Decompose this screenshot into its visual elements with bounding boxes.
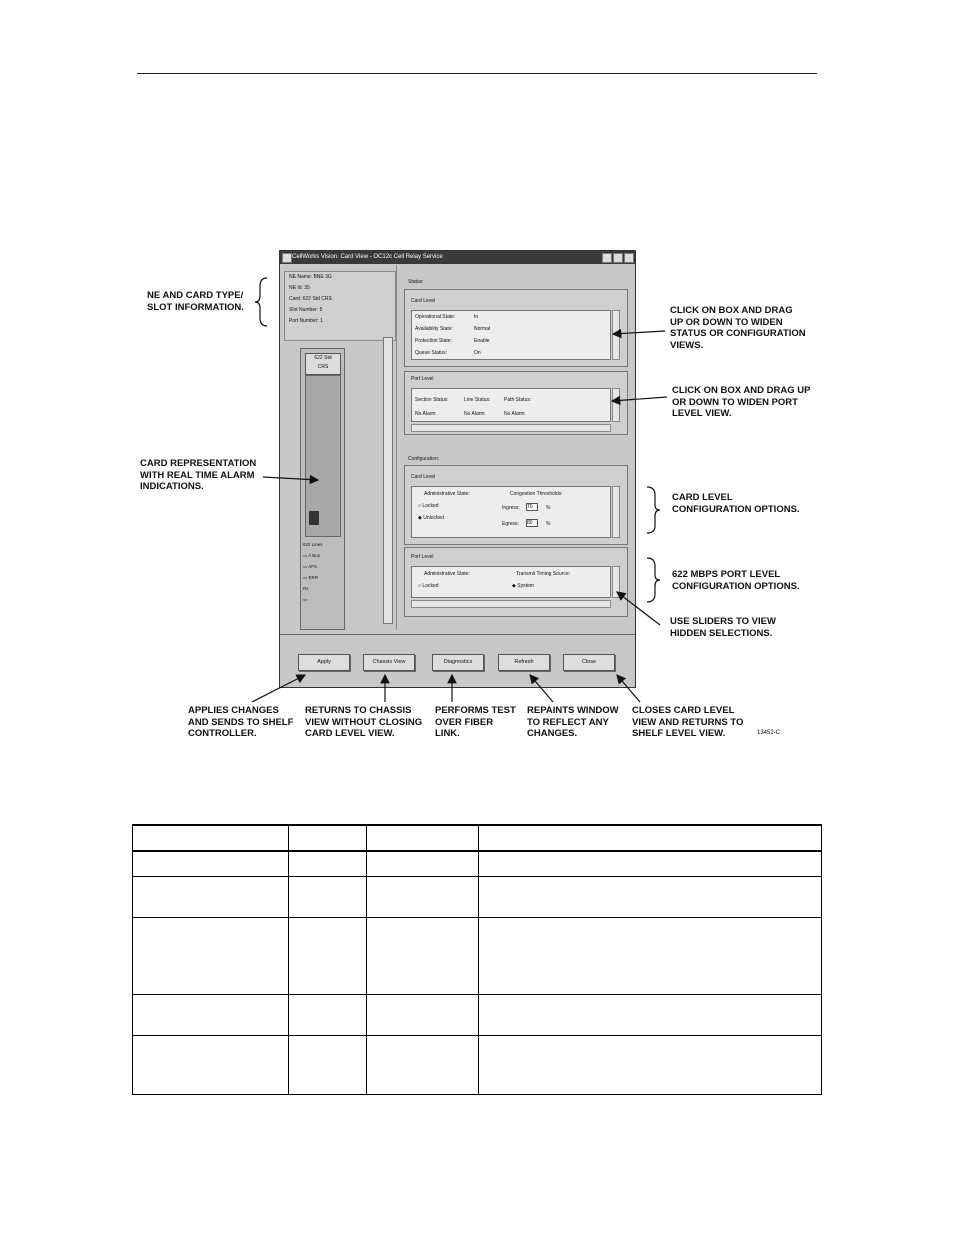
brace-card-level-config — [647, 487, 660, 533]
chassis-view-button[interactable]: Chassis View — [363, 654, 415, 671]
apply-button[interactable]: Apply — [298, 654, 350, 671]
callout-refresh: REPAINTS WINDOW TO REFLECT ANY CHANGES. — [527, 705, 619, 739]
slot-number: Slot Number: 5 — [289, 307, 323, 313]
callout-chassis: RETURNS TO CHASSIS VIEW WITHOUT CLOSING CARD LEVEL VIEW. — [305, 705, 423, 739]
window-title: CellWorks Vision: Card View - OC12c Cell Relay Service — [292, 254, 443, 260]
configuration-heading: Configuration: — [408, 456, 440, 462]
status-port-level: Port Level Section Status: Line Status: Path Status: No Alarm No Alarm No Alarm — [404, 371, 628, 435]
config-card-level: Card Level Administrative State: ○ Locked ◆ Unlocked Congestion Thresholds: Ingress: 70 % Egress: 80 % — [404, 465, 628, 545]
arrow-drag-status — [613, 331, 665, 334]
callout-sliders: USE SLIDERS TO VIEW HIDDEN SELECTIONS. — [670, 616, 776, 639]
config-port-level: Port Level Administrative State: ○ Locked Transmit Timing Source: ◆ System — [404, 547, 628, 617]
card-status-box[interactable]: Operational State: In Availability State: Normal Protection State: Enable Queue Status: On — [411, 310, 611, 360]
egress-input[interactable]: 80 — [526, 519, 538, 527]
ne-id: NE Id: 35 — [289, 285, 310, 291]
callout-drag-port: CLICK ON BOX AND DRAG UP OR DOWN TO WIDEN PORT LEVEL VIEW. — [672, 385, 811, 419]
brace-port-level-config — [647, 558, 660, 602]
card-type: Card: 622 Std CRS — [289, 296, 332, 302]
table-row — [133, 1035, 822, 1094]
table-header-row — [133, 825, 822, 851]
callout-apply: APPLIES CHANGES AND SENDS TO SHELF CONTROLLER. — [188, 705, 294, 739]
card-label: 622 Std CRS — [305, 353, 341, 375]
arrow-sliders — [617, 592, 660, 625]
callout-card-rep: CARD REPRESENTATION WITH REAL TIME ALARM INDICATIONS. — [140, 458, 257, 492]
status-card-level: Card Level Operational State: In Availability State: Normal Protection State: Enable Queue Status: On — [404, 289, 628, 367]
ingress-input[interactable]: 70 — [526, 503, 538, 511]
callout-ne-card: NE AND CARD TYPE/ SLOT INFORMATION. — [147, 290, 244, 313]
callout-drag-status: CLICK ON BOX AND DRAG UP OR DOWN TO WIDEN STATUS OR CONFIGURATION VIEWS. — [670, 305, 806, 351]
ne-name: NE Name: BNE 3G — [289, 274, 332, 280]
callout-close: CLOSES CARD LEVEL VIEW AND RETURNS TO SHELF LEVEL VIEW. — [632, 705, 744, 739]
port-config-box: Administrative State: ○ Locked Transmit Timing Source: ◆ System — [411, 566, 611, 598]
table-header-cell — [367, 825, 479, 851]
table-row — [133, 994, 822, 1035]
refresh-button[interactable]: Refresh — [498, 654, 550, 671]
callout-card-level-config: CARD LEVEL CONFIGURATION OPTIONS. — [672, 492, 800, 515]
table-header-cell — [133, 825, 289, 851]
arrow-card-rep — [263, 477, 318, 480]
card-config-box: Administrative State: ○ Locked ◆ Unlocked Congestion Thresholds: Ingress: 70 % Egress: 80 % — [411, 486, 611, 538]
radio-unlocked[interactable]: ◆ Unlocked — [418, 515, 445, 521]
radio-locked[interactable]: ○ Locked — [418, 503, 439, 509]
close-button[interactable]: Close — [563, 654, 615, 671]
table-header-cell — [289, 825, 367, 851]
port-radio-locked[interactable]: ○ Locked — [418, 583, 439, 589]
status-heading: Status: — [408, 279, 424, 285]
card-legend: 622 Lines ▭ A Bus ▭ AFS ▭ ERR Rx ▭ — [303, 542, 323, 602]
port-status-box[interactable]: Section Status: Line Status: Path Status: No Alarm No Alarm No Alarm — [411, 388, 611, 422]
arrow-apply — [252, 675, 305, 702]
arrow-close — [617, 675, 640, 702]
table-row — [133, 851, 822, 876]
arrow-drag-port — [612, 397, 667, 401]
timing-radio-system[interactable]: ◆ System — [512, 583, 534, 589]
arrow-refresh — [530, 675, 553, 702]
brace-ne-card — [255, 278, 267, 326]
callout-diagnostics: PERFORMS TEST OVER FIBER LINK. — [435, 705, 516, 739]
empty-table — [132, 824, 822, 1095]
table-header-cell — [479, 825, 822, 851]
figure-id: 13452-C — [757, 730, 781, 736]
table-row — [133, 876, 822, 917]
diagnostics-button[interactable]: Diagnostics — [432, 654, 484, 671]
callout-port-level-config: 622 MBPS PORT LEVEL CONFIGURATION OPTIONS. — [672, 569, 800, 592]
table-row — [133, 917, 822, 994]
port-number: Port Number: 1 — [289, 318, 323, 324]
